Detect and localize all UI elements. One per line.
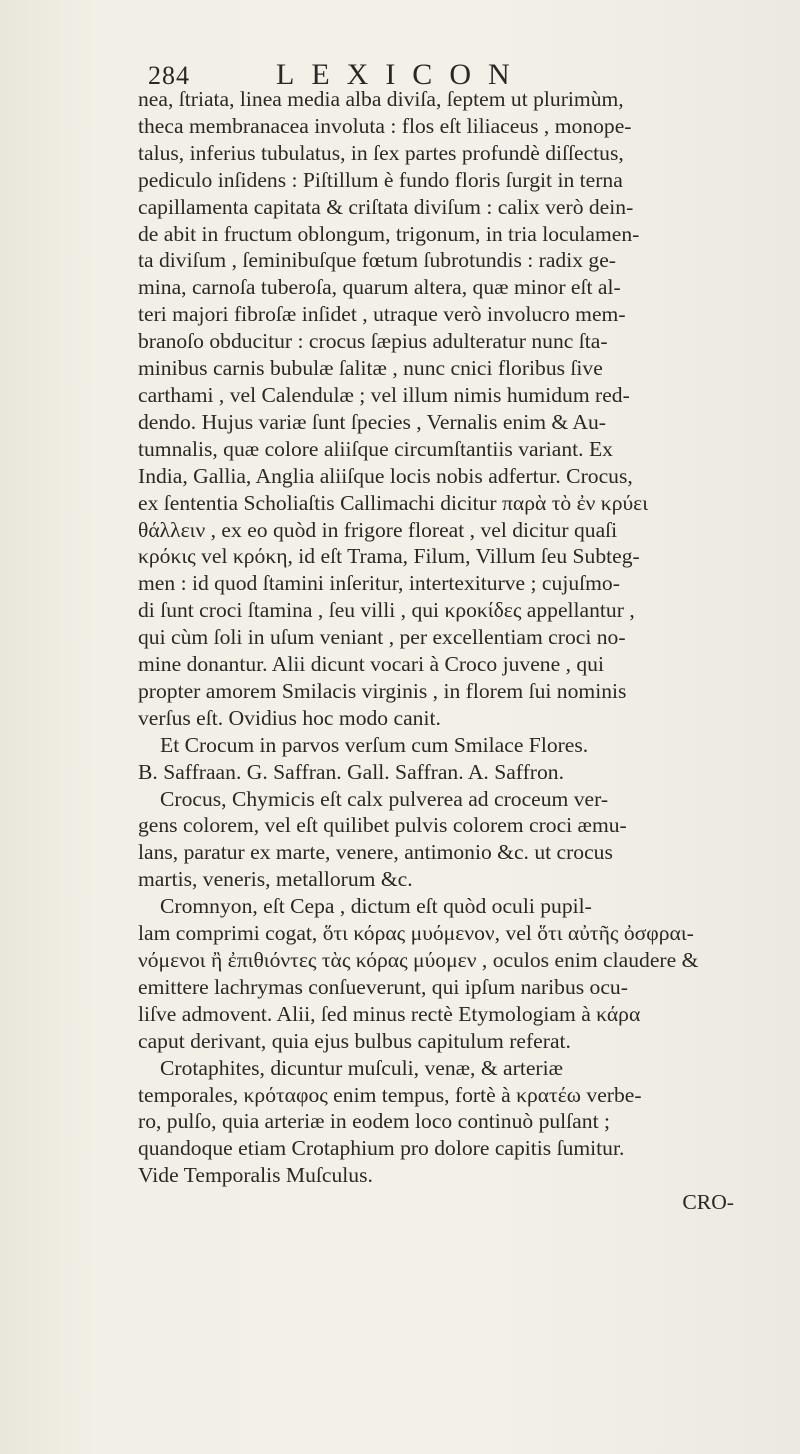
text-line: lans, paratur ex marte, venere, antimonio &c. ut crocus (138, 840, 613, 865)
text-line: de abit in fructum oblongum, trigonum, in tria loculamen- (138, 221, 640, 246)
text-line: mine donantur. Alii dicunt vocari à Croco juvene , qui (138, 652, 604, 677)
text-line: nea, ſtriata, linea media alba diviſa, ſeptem ut plurimùm, (138, 87, 624, 111)
text-line: emittere lachrymas conſueverunt, qui ipſum naribus ocu- (138, 974, 628, 999)
text-line: propter amorem Smilacis virginis , in florem ſui nominis (138, 678, 627, 703)
text-line: liſve admovent. Alii, ſed minus rectè Etymologiam à κάρα (138, 1001, 641, 1026)
text-line: quandoque etiam Crotaphium pro dolore capitis ſumitur. (138, 1136, 625, 1161)
text-line: Vide Temporalis Muſculus. (138, 1163, 373, 1188)
page-number: 284 (148, 61, 190, 90)
text-line: θάλλειν , ex eo quòd in frigore floreat , vel dicitur quaſi (138, 517, 618, 542)
text-line: νόμενοι ἢ ἐπιθιόντες τὰς κόρας μύομεν , oculos enim claudere & (138, 948, 699, 972)
text-line: mina, carnoſa tuberoſa, quarum altera, quæ minor eſt al- (138, 275, 621, 300)
text-line: ex ſententia Scholiaſtis Callimachi dicitur παρὰ τὸ ἐν κρύει (138, 490, 649, 515)
text-line: men : id quod ſtamini inſeritur, intertexiturve ; cujuſmo- (138, 571, 620, 596)
text-line: gens colorem, vel eſt quilibet pulvis colorem croci æmu- (138, 813, 627, 838)
entry-text (138, 86, 768, 1216)
text-line: κρόκις vel κρόκη, id eſt Trama, Filum, Villum ſeu Subteg- (138, 544, 640, 569)
text-line: martis, veneris, metallorum &c. (138, 867, 413, 892)
entry-start-crocus-chymicis: Crocus, Chymicis eſt calx pulverea ad croceum ver- (160, 786, 609, 811)
entry-start-cromnyon: Cromnyon, eſt Cepa , dictum eſt quòd oculi pupil- (160, 894, 592, 919)
text-line: caput derivant, quia ejus bulbus capitulum referat. (138, 1028, 571, 1053)
verse-quote: Et Crocum in parvos verſum cum Smilace Flores. (160, 732, 589, 757)
text-line: temporales, κρόταφος enim tempus, fortè à κρατέω verbe- (138, 1082, 642, 1107)
text-line: pediculo inſidens : Piſtillum è fundo floris ſurgit in terna (138, 167, 623, 192)
text-line: verſus eſt. Ovidius hoc modo canit. (138, 705, 441, 730)
text-line: teri majori fibroſæ inſidet , utraque verò involucro mem- (138, 302, 626, 327)
text-line: capillamenta capitata & criſtata diviſum : calix verò dein- (138, 194, 634, 219)
text-line: ta diviſum , ſeminibuſque fœtum ſubrotundis : radix ge- (138, 248, 616, 273)
text-line: qui cùm ſoli in uſum veniant , per excellentiam croci no- (138, 625, 626, 650)
text-line: theca membranacea involuta : flos eſt liliaceus , monope- (138, 113, 632, 138)
catchword: CRO- (682, 1190, 734, 1215)
text-line: di ſunt croci ſtamina , ſeu villi , qui κροκίδες appellantur , (138, 598, 635, 623)
text-line: talus, inferius tubulatus, in ſex partes profundè diſſectus, (138, 140, 624, 165)
text-line: minibus carnis bubulæ ſalitæ , nunc cnici floribus ſive (138, 356, 603, 381)
text-line: ro, pulſo, quia arteriæ in eodem loco continuò pulſant ; (138, 1109, 610, 1134)
running-title: LEXICON (276, 58, 527, 91)
entry-start-crotaphites: Crotaphites, dicuntur muſculi, venæ, & arteriæ (160, 1055, 564, 1080)
text-line: carthami , vel Calendulæ ; vel illum nimis humidum red- (138, 382, 630, 407)
vernacular-names: B. Saffraan. G. Saffran. Gall. Saffran. A. Saffron. (138, 759, 564, 784)
text-line: lam comprimi cogat, ὅτι κόρας μυόμενον, vel ὅτι αὐτῆς ὀσφραι- (138, 921, 694, 946)
text-line: India, Gallia, Anglia aliiſque locis nobis adfertur. Crocus, (138, 463, 633, 488)
text-line: branoſo obducitur : crocus ſæpius adulteratur nunc ſta- (138, 329, 608, 354)
text-line: dendo. Hujus variæ ſunt ſpecies , Vernalis enim & Au- (138, 409, 606, 434)
text-line: tumnalis, quæ colore aliiſque circumſtantiis variant. Ex (138, 436, 613, 461)
